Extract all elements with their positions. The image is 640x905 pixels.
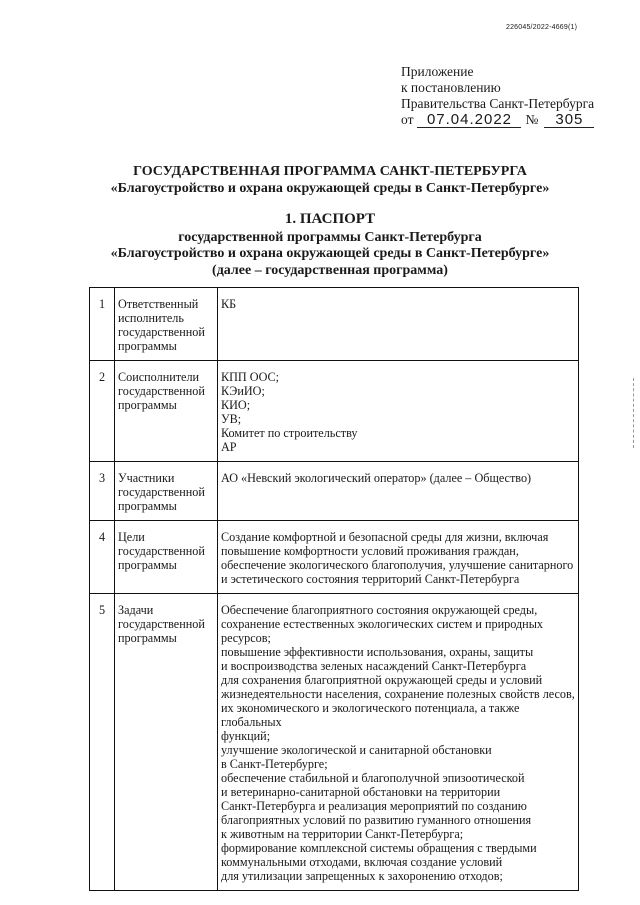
row-content-line: КИО;: [221, 398, 251, 412]
row-number: 2: [90, 361, 115, 462]
program-title-block: [80, 163, 580, 197]
row-label-line: Соисполнители: [118, 370, 200, 384]
row-label-line: программы: [118, 631, 177, 645]
appendix-block: [401, 64, 594, 128]
passport-heading-block: [80, 211, 580, 279]
appendix-line-2: к постановлению: [401, 80, 501, 95]
decree-date: 07.04.2022: [417, 113, 521, 128]
row-number: 1: [90, 288, 115, 361]
row-content-line: их экономического и экологического потенциала, а также глобальных: [221, 701, 520, 729]
row-label-line: государственной: [118, 617, 205, 631]
row-content-line: АО «Невский экологический оператор» (далее – Общество): [221, 471, 532, 485]
row-label-line: государственной: [118, 544, 205, 558]
row-content-line: для сохранения благоприятной окружающей среды и условий: [221, 673, 543, 687]
table-row: [90, 462, 579, 521]
row-label-line: исполнитель: [118, 311, 184, 325]
passport-heading: 1. ПАСПОРТ: [284, 211, 376, 227]
program-subtitle: «Благоустройство и охрана окружающей среды в Санкт-Петербурге»: [110, 181, 550, 196]
row-label-line: государственной: [118, 325, 205, 339]
passport-line-3: (далее – государственная программа): [212, 262, 448, 278]
row-content-line: АР: [221, 440, 237, 454]
row-content: [218, 361, 579, 462]
row-label: [115, 361, 218, 462]
row-content-line: КПП ООС;: [221, 370, 280, 384]
row-label-line: программы: [118, 558, 177, 572]
row-content-line: улучшение экологической и санитарной обстановки: [221, 743, 492, 757]
appendix-date-number-row: [401, 112, 594, 128]
row-label: [115, 521, 218, 594]
row-content-line: КБ: [221, 297, 237, 311]
number-label: №: [525, 112, 539, 127]
row-content-line: обеспечение стабильной и благополучной эпизоотической: [221, 771, 525, 785]
decree-number: 305: [544, 113, 594, 128]
table-row: [90, 594, 579, 891]
row-label-line: Участники: [118, 471, 175, 485]
appendix-line-3: Правительства Санкт-Петербурга: [401, 96, 595, 111]
appendix-line-1: Приложение: [401, 64, 474, 79]
row-content-line: обеспечение экологического благополучия, улучшение санитарного: [221, 558, 574, 572]
row-content-line: к животным на территории Санкт-Петербурга;: [221, 827, 464, 841]
table-row: [90, 521, 579, 594]
passport-table-body: [90, 288, 579, 891]
row-label-line: государственной: [118, 485, 205, 499]
passport-line-2: «Благоустройство и охрана окружающей среды в Санкт-Петербурге»: [110, 246, 550, 261]
row-label-line: Цели: [118, 530, 145, 544]
row-content-line: и ветеринарно-санитарной обстановки на территории: [221, 785, 501, 799]
scan-edge-mark: [633, 378, 636, 448]
document-id: 226045/2022-4669(1): [506, 24, 578, 31]
row-content-line: Санкт-Петербурга и реализация мероприятий по созданию: [221, 799, 527, 813]
row-label-line: Ответственный: [118, 297, 199, 311]
row-content-line: Создание комфортной и безопасной среды для жизни, включая: [221, 530, 549, 544]
row-content-line: УВ;: [221, 412, 242, 426]
from-label: от: [401, 112, 414, 127]
row-content-line: повышение комфортности условий проживания граждан,: [221, 544, 519, 558]
row-number: 5: [90, 594, 115, 891]
row-content-line: и эстетического состояния территорий Санкт-Петербурга: [221, 572, 520, 586]
row-content-line: сохранение естественных экологических систем и природных: [221, 617, 543, 631]
row-content-line: коммунальными отходами, включая создание условий: [221, 855, 503, 869]
row-label-line: программы: [118, 499, 177, 513]
row-label-line: программы: [118, 339, 177, 353]
row-content-line: Обеспечение благоприятного состояния окружающей среды,: [221, 603, 538, 617]
row-content-line: ресурсов;: [221, 631, 271, 645]
row-label: [115, 462, 218, 521]
row-content-line: жизнедеятельности населения, сохранение полезных свойств лесов,: [221, 687, 575, 701]
row-content-line: и воспроизводства зеленых насаждений Санкт-Петербурга: [221, 659, 527, 673]
row-content: [218, 462, 579, 521]
row-content-line: функций;: [221, 729, 271, 743]
row-content: [218, 288, 579, 361]
row-content-line: Комитет по строительству: [221, 426, 358, 440]
row-content: [218, 594, 579, 891]
row-label-line: государственной: [118, 384, 205, 398]
row-content-line: для утилизации запрещенных к захоронению отходов;: [221, 869, 503, 883]
row-content-line: КЭиИО;: [221, 384, 265, 398]
passport-table: [89, 287, 579, 891]
row-number: 4: [90, 521, 115, 594]
row-content-line: благоприятных условий по развитию гуманного отношения: [221, 813, 532, 827]
row-label-line: Задачи: [118, 603, 154, 617]
row-label: [115, 594, 218, 891]
row-content-line: в Санкт-Петербурге;: [221, 757, 328, 771]
table-row: [90, 288, 579, 361]
table-row: [90, 361, 579, 462]
program-title: ГОСУДАРСТВЕННАЯ ПРОГРАММА САНКТ-ПЕТЕРБУРГА: [133, 164, 527, 179]
row-content: [218, 521, 579, 594]
row-label-line: программы: [118, 398, 177, 412]
row-content-line: формирование комплексной системы обращения с твердыми: [221, 841, 537, 855]
passport-line-1: государственной программы Санкт-Петербурга: [178, 229, 482, 245]
row-label: [115, 288, 218, 361]
row-number: 3: [90, 462, 115, 521]
row-content-line: повышение эффективности использования, охраны, защиты: [221, 645, 534, 659]
